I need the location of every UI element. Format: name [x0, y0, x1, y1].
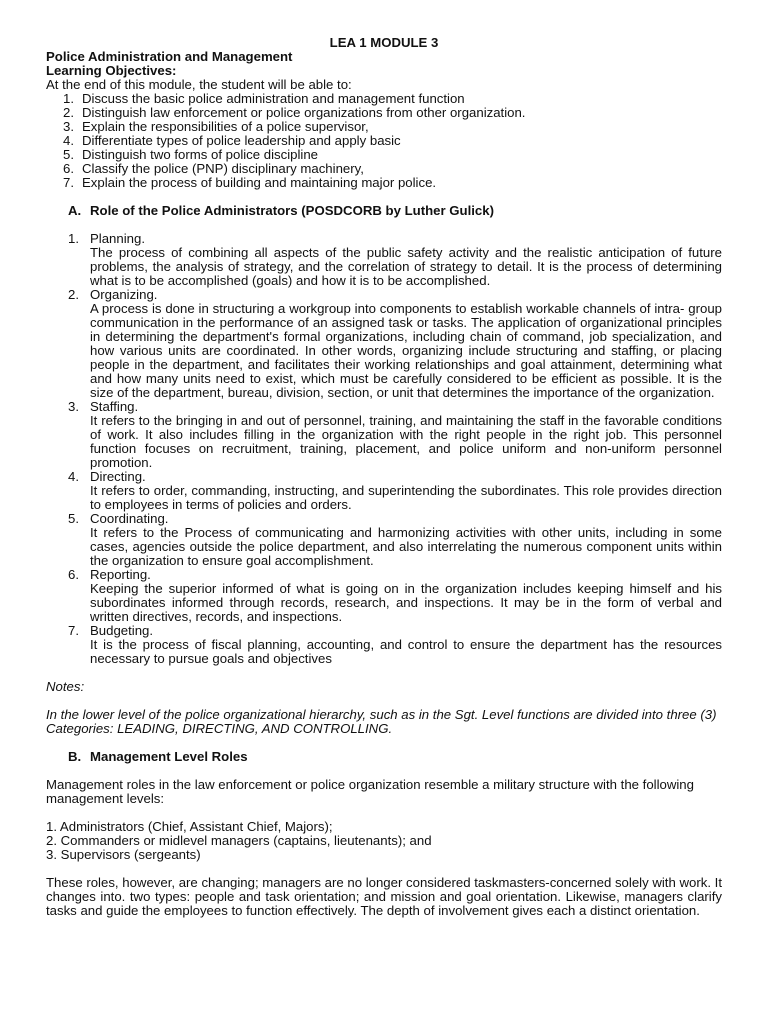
role-description: It refers to order, commanding, instructing, and superintending the subordinates. This role provides direction to employees in terms of policies and orders.: [90, 483, 722, 512]
roles-list: [46, 232, 722, 666]
role-title: Staffing.: [90, 399, 139, 414]
notes-label: Notes:: [46, 679, 85, 694]
management-levels-list: [46, 820, 722, 862]
objective-item: [46, 134, 722, 148]
role-title: Directing.: [90, 469, 146, 484]
role-title: Planning.: [90, 231, 145, 246]
role-title: Organizing.: [90, 287, 158, 302]
role-item: [46, 624, 722, 666]
objective-number: 6.: [63, 161, 74, 176]
role-item: [46, 568, 722, 624]
section-b-letter: B.: [68, 749, 82, 764]
objective-text: Discuss the basic police administration and management function: [82, 91, 465, 106]
section-b-intro: Management roles in the law enforcement or police organization resemble a military structure with the following management levels:: [46, 777, 694, 806]
objectives-list: [46, 92, 722, 190]
notes-text: In the lower level of the police organizational hierarchy, such as in the Sgt. Level functions are divided into three (3) Categories: LEADING, DIRECTING, AND CONTROLLING.: [46, 707, 717, 736]
page-title: LEA 1 MODULE 3: [329, 35, 439, 50]
role-item: [46, 288, 722, 400]
role-item: [46, 400, 722, 470]
objective-text: Explain the process of building and maintaining major police.: [82, 175, 437, 190]
role-number: 7.: [68, 623, 79, 638]
role-description: It is the process of fiscal planning, accounting, and control to ensure the department has the resources necessary to pursue goals and objectives: [90, 637, 722, 666]
objectives-heading: Learning Objectives:: [46, 63, 177, 78]
objective-number: 5.: [63, 147, 74, 162]
role-number: 3.: [68, 399, 79, 414]
role-title: Coordinating.: [90, 511, 169, 526]
objective-text: Classify the police (PNP) disciplinary machinery,: [82, 161, 364, 176]
objective-item: [46, 106, 722, 120]
management-level-item: 3. Supervisors (sergeants): [46, 847, 201, 862]
role-item: [46, 470, 722, 512]
role-title: Reporting.: [90, 567, 151, 582]
section-a-letter: A.: [68, 203, 82, 218]
role-number: 6.: [68, 567, 79, 582]
section-b-title: Management Level Roles: [90, 749, 248, 764]
management-level-item: 1. Administrators (Chief, Assistant Chief, Majors);: [46, 819, 333, 834]
section-b-closing: These roles, however, are changing; managers are no longer considered taskmasters-concerned solely with work. It changes into. two types: people and task orientation; and mission and goal orientation. Likewise, managers clarify tasks and guide the employees to function effectively. The depth of involvement gives each a distinct orientation.: [46, 875, 722, 918]
objective-text: Distinguish two forms of police discipline: [82, 147, 319, 162]
section-a-heading: [46, 204, 722, 218]
objective-item: [46, 148, 722, 162]
objective-number: 7.: [63, 175, 74, 190]
objective-item: [46, 176, 722, 190]
objective-text: Explain the responsibilities of a police supervisor,: [82, 119, 369, 134]
section-a-title: Role of the Police Administrators (POSDCORB by Luther Gulick): [90, 203, 494, 218]
role-description: It refers to the Process of communicating and harmonizing activities with other units, including in some cases, agencies outside the police department, and also interrelating the numerous component units within the organization to ensure goal accomplishment.: [90, 525, 722, 568]
role-description: It refers to the bringing in and out of personnel, training, and maintaining the staff in the favorable conditions of work. It also includes filling in the organization with the right people in the right job. This personnel function focuses on recruitment, training, placement, and police uniform and non-uniform personnel promotion.: [90, 413, 722, 470]
role-item: [46, 232, 722, 288]
role-number: 5.: [68, 511, 79, 526]
objective-text: Differentiate types of police leadership and apply basic: [82, 133, 401, 148]
role-number: 2.: [68, 287, 79, 302]
objective-number: 3.: [63, 119, 74, 134]
objectives-lead: At the end of this module, the student will be able to:: [46, 77, 352, 92]
module-subject: Police Administration and Management: [46, 49, 293, 64]
objective-item: [46, 92, 722, 106]
role-item: [46, 512, 722, 568]
objective-number: 1.: [63, 91, 74, 106]
objective-item: [46, 162, 722, 176]
role-description: A process is done in structuring a workgroup into components to establish workable channels of intra- group communication in the performance of an assigned task or tasks. The application of organizational principles in determining the department's formal organizations, including chain of command, job specialization, and how various units are coordinated. In other words, organizing include structuring and staffing, or placing people in the department, and facilitates their working relationships and goal attainment, determining what and how many units need to exist, which must be carefully considered to be efficient as possible. It is the size of the department, bureau, division, section, or unit that determines the importance of the organization.: [90, 301, 722, 400]
objective-number: 2.: [63, 105, 74, 120]
role-number: 4.: [68, 469, 79, 484]
role-number: 1.: [68, 231, 79, 246]
section-b-heading: [46, 750, 722, 764]
objective-text: Distinguish law enforcement or police organizations from other organization.: [82, 105, 526, 120]
objective-number: 4.: [63, 133, 74, 148]
role-title: Budgeting.: [90, 623, 154, 638]
role-description: Keeping the superior informed of what is going on in the organization includes keeping himself and his subordinates informed through records, research, and inspections. It may be in the form of verbal and written directives, records, and inspections.: [90, 581, 722, 624]
objective-item: [46, 120, 722, 134]
management-level-item: 2. Commanders or midlevel managers (captains, lieutenants); and: [46, 833, 432, 848]
role-description: The process of combining all aspects of the public safety activity and the realistic anticipation of future problems, the analysis of strategy, and the correlation of strategy to detail. It is the process of determining what is to be accomplished (goals) and how it is to be accomplished.: [90, 245, 722, 288]
